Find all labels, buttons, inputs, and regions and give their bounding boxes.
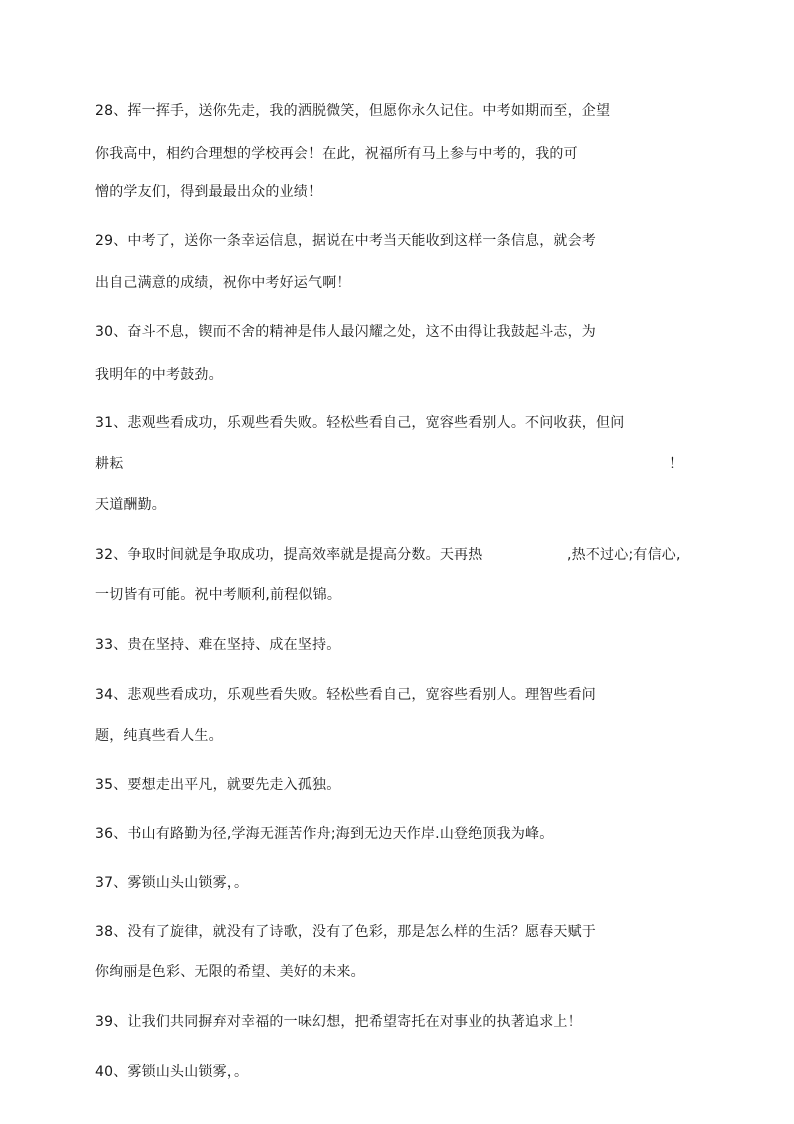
text-line: 耕耘 bbox=[95, 456, 124, 472]
text-line: 题，纯真些看人生。 bbox=[95, 728, 223, 744]
text-line: 一切皆有可能。祝中考顺利,前程似锦。 bbox=[95, 587, 342, 603]
text-line: 憎的学友们，得到最最出众的业绩！ bbox=[95, 184, 323, 200]
text-line: 32、争取时间就是争取成功，提高效率就是提高分数。天再热 bbox=[95, 547, 483, 563]
text-line: ,热不过心;有信心, bbox=[567, 547, 681, 563]
text-line: 天道酬勤。 bbox=[95, 497, 166, 513]
text-line: 你我高中，相约合理想的学校再会！在此，祝福所有马上参与中考的，我的可 bbox=[95, 146, 578, 162]
text-line: 36、书山有路勤为径,学海无涯苦作舟;海到无边天作岸.山登绝顶我为峰。 bbox=[95, 826, 554, 842]
text-line: 37、雾锁山头山锁雾，。 bbox=[95, 875, 249, 891]
text-line: 我明年的中考鼓劲。 bbox=[95, 367, 223, 383]
text-line: 30、奋斗不息，锲而不舍的精神是伟人最闪耀之处，这不由得让我鼓起斗志，为 bbox=[95, 324, 597, 340]
text-line: 38、没有了旋律，就没有了诗歌，没有了色彩，那是怎么样的生活？愿春天赋于 bbox=[95, 924, 597, 940]
text-line: 40、雾锁山头山锁雾，。 bbox=[95, 1064, 249, 1080]
text-line: 你绚丽是色彩、无限的希望、美好的未来。 bbox=[95, 964, 365, 980]
text-line: 31、悲观些看成功，乐观些看失败。轻松些看自己，宽容些看别人。不问收获，但问 bbox=[95, 415, 625, 431]
text-line: 29、中考了，送你一条幸运信息，据说在中考当天能收到这样一条信息，就会考 bbox=[95, 233, 597, 249]
text-line: 33、贵在坚持、难在坚持、成在坚持。 bbox=[95, 637, 341, 653]
text-line: ！ bbox=[669, 456, 684, 472]
text-line: 28、挥一挥手，送你先走，我的洒脱微笑，但愿你永久记住。中考如期而至，企望 bbox=[95, 103, 611, 119]
text-line: 34、悲观些看成功，乐观些看失败。轻松些看自己，宽容些看别人。理智些看问 bbox=[95, 687, 597, 703]
text-line: 35、要想走出平凡，就要先走入孤独。 bbox=[95, 777, 341, 793]
text-line: 出自己满意的成绩，祝你中考好运气啊！ bbox=[95, 275, 351, 291]
text-line: 39、让我们共同摒弃对幸福的一味幻想，把希望寄托在对事业的执著追求上！ bbox=[95, 1014, 582, 1030]
